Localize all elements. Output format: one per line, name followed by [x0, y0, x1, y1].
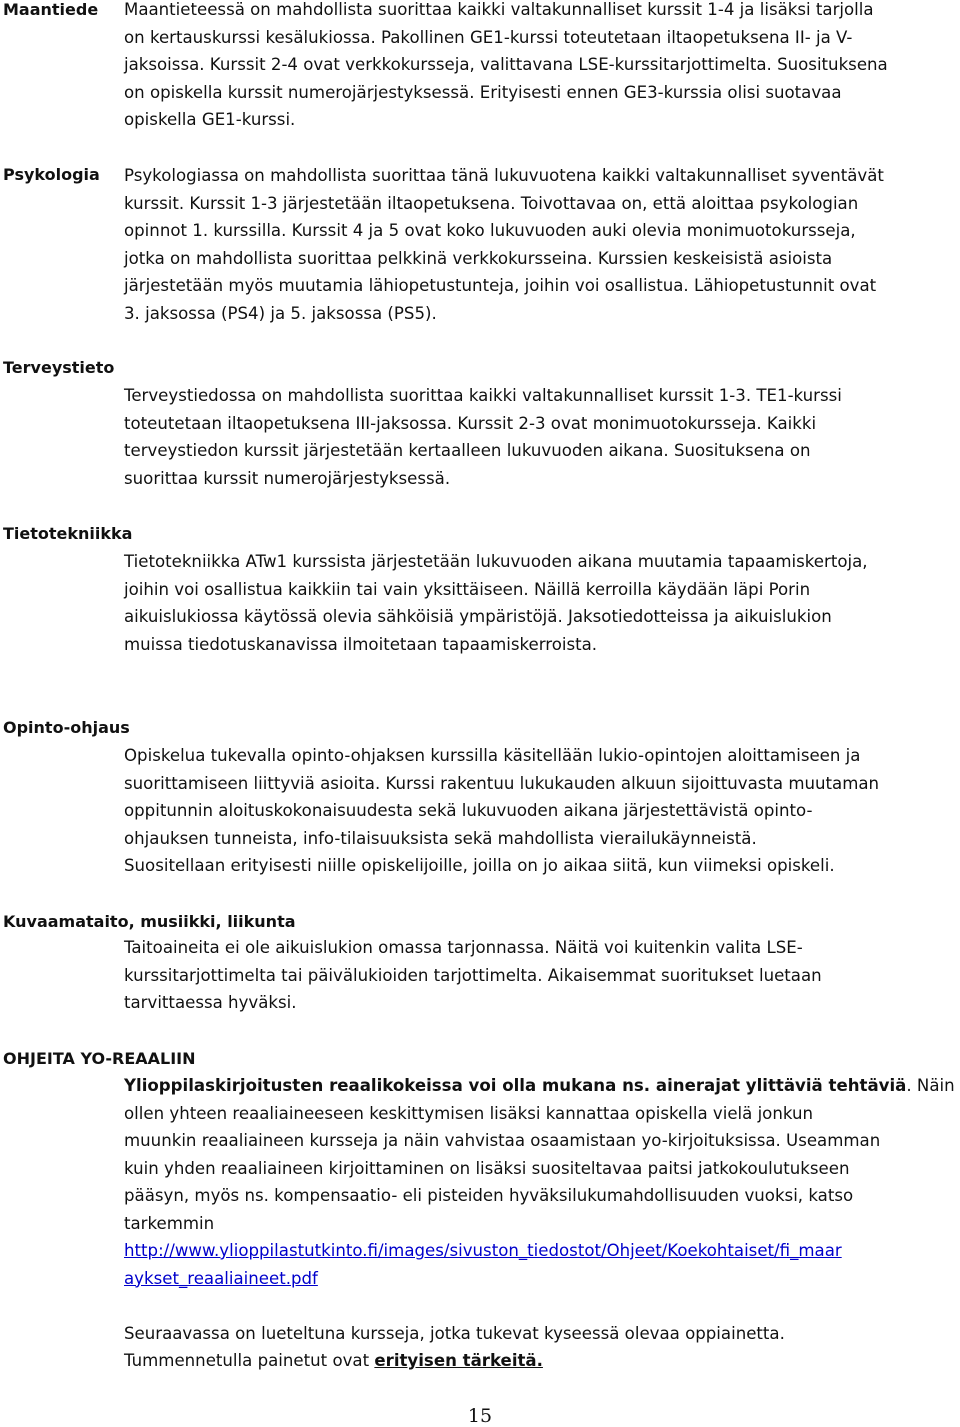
text-line: Seuraavassa on lueteltuna kursseja, jotka tukevat kyseessä olevaa oppiainetta.: [124, 1323, 785, 1343]
section-text: [124, 162, 958, 327]
text-line: on opiskella kurssit numerojärjestyksessä. Erityisesti ennen GE3-kurssia olisi suotavaa: [124, 82, 842, 102]
text-line: aikuislukiossa käytössä olevia sähköisiä ympäristöjä. Jaksotiedotteissa ja aikuislukion: [124, 607, 832, 626]
text-line: toteutetaan iltaopetuksena III-jaksossa. Kurssit 2-3 ovat monimuotokursseja. Kaikki: [124, 413, 817, 433]
page-number: 15: [467, 1405, 493, 1427]
section-heading: Terveystieto: [3, 358, 115, 377]
text-line: ohjauksen tunneista, info-tilaisuuksista sekä mahdollista vierailukäynneistä.: [124, 828, 757, 848]
text-line: opinnot 1. kurssilla. Kurssit 4 ja 5 ovat koko lukuvuoden auki olevia monimuotokursseja,: [124, 221, 856, 240]
text-line: Taitoaineita ei ole aikuislukion omassa tarjonnassa. Näitä voi kuitenkin valita LSE-: [124, 938, 803, 957]
reference-link[interactable]: http://www.ylioppilastutkinto.fi/images/sivuston_tiedostot/Ohjeet/Koekohtaiset/fi_maar: [124, 1241, 842, 1260]
section-text: [124, 548, 958, 658]
section-text: [124, 382, 958, 492]
reference-link-line[interactable]: [124, 1237, 958, 1265]
text-line: [124, 1072, 958, 1100]
text-line: kurssit. Kurssit 1-3 järjestetään iltaopetuksena. Toivottavaa on, että aloittaa psykologian: [124, 193, 859, 213]
text-line: Terveystiedossa on mahdollista suorittaa kaikki valtakunnalliset kurssit 1-3. TE1-kurssi: [124, 386, 842, 405]
text-line: pääsyn, myös ns. kompensaatio- eli pisteiden hyväksilukumahdollisuuden vuoksi, katso: [124, 1186, 854, 1205]
text-line: Psykologiassa on mahdollista suorittaa tänä lukuvuotena kaikki valtakunnalliset syventävät: [124, 166, 884, 185]
section-heading: Psykologia: [3, 165, 100, 184]
text-line: tarvittaessa hyväksi.: [124, 993, 297, 1012]
text-line: joihin voi osallistua kaikkiin tai vain yksittäiseen. Näillä kerroilla käydään läpi Porin: [124, 579, 811, 599]
section-text: [124, 742, 958, 880]
bold-lead: Ylioppilaskirjoitusten reaalikokeissa voi olla mukana ns. ainerajat ylittäviä tehtäviä: [124, 1076, 907, 1095]
text-line: 3. jaksossa (PS4) ja 5. jaksossa (PS5).: [124, 303, 437, 323]
text-line: jotka on mahdollista suorittaa pelkkinä verkkokursseina. Kurssien keskeisistä asioista: [124, 248, 833, 268]
blank-line: [124, 1292, 958, 1320]
text-line: ollen yhteen reaaliaineeseen keskittymisen lisäksi kannattaa opiskella vielä jonkun: [124, 1103, 813, 1123]
text-line: on kertauskurssi kesälukiossa. Pakollinen GE1-kurssi toteutetaan iltaopetuksena II- ja V-: [124, 27, 853, 47]
text-line: kurssitarjottimelta tai päivälukioiden tarjottimelta. Aikaisemmat suoritukset luetaan: [124, 965, 822, 985]
text-line: suorittaa kurssit numerojärjestyksessä.: [124, 468, 451, 488]
text-line: tarkemmin: [124, 1213, 215, 1233]
section-heading: OHJEITA YO-REAALIIN: [3, 1049, 196, 1068]
text-line: järjestetään myös muutamia lähiopetustunteja, joihin voi osallistua. Lähiopetustunnit ovat: [124, 276, 877, 295]
section-text: [124, 1072, 958, 1375]
reference-link-line[interactable]: [124, 1265, 958, 1293]
reference-link-cont[interactable]: aykset_reaaliaineet.pdf: [124, 1268, 318, 1288]
text-line: Tietotekniikka ATw1 kurssista järjestetään lukuvuoden aikana muutamia tapaamiskertoja,: [124, 552, 868, 571]
text-line: muunkin reaaliaineen kursseja ja näin vahvistaa osaamistaan yo-kirjoituksissa. Useamman: [124, 1131, 881, 1150]
text-line: Suositellaan erityisesti niille opiskelijoille, joilla on jo aikaa siitä, kun viimeksi opiskeli.: [124, 856, 835, 875]
section-text: [124, 934, 958, 1017]
lead-rest: . Näin: [906, 1076, 955, 1095]
text-line: terveystiedon kurssit järjestetään kertaalleen lukuvuoden aikana. Suosituksena on: [124, 441, 811, 460]
text-line: Opiskelua tukevalla opinto-ohjaksen kurssilla käsitellään lukio-opintojen aloittamiseen ja: [124, 746, 861, 765]
section-heading: Opinto-ohjaus: [3, 718, 130, 737]
text-line: kuin yhden reaaliaineen kirjoittaminen on lisäksi suositeltavaa paitsi jatkokoulutukseen: [124, 1158, 850, 1178]
note-start: Tummennetulla painetut ovat: [124, 1351, 375, 1370]
text-line: opiskella GE1-kurssi.: [124, 110, 296, 129]
note-emphasis: erityisen tärkeitä.: [374, 1351, 543, 1370]
text-line: [124, 1347, 958, 1375]
text-line: Maantieteessä on mahdollista suorittaa kaikki valtakunnalliset kurssit 1-4 ja lisäksi tarjolla: [124, 0, 874, 19]
text-line: oppitunnin aloituskokonaisuudesta sekä lukuvuoden aikana järjestettävistä opinto-: [124, 801, 813, 820]
text-line: suorittamiseen liittyviä asioita. Kurssi rakentuu lukukauden alkuun sijoittuvasta muutaman: [124, 773, 880, 793]
section-heading: Tietotekniikka: [3, 524, 133, 543]
text-line: muissa tiedotuskanavissa ilmoitetaan tapaamiskerroista.: [124, 634, 598, 654]
section-text: [124, 0, 958, 134]
section-heading: Kuvaamataito, musiikki, liikunta: [3, 912, 296, 931]
text-line: jaksoissa. Kurssit 2-4 ovat verkkokursseja, valittavana LSE-kurssitarjottimelta. Suosituksena: [124, 55, 888, 74]
section-heading: Maantiede: [3, 0, 99, 19]
